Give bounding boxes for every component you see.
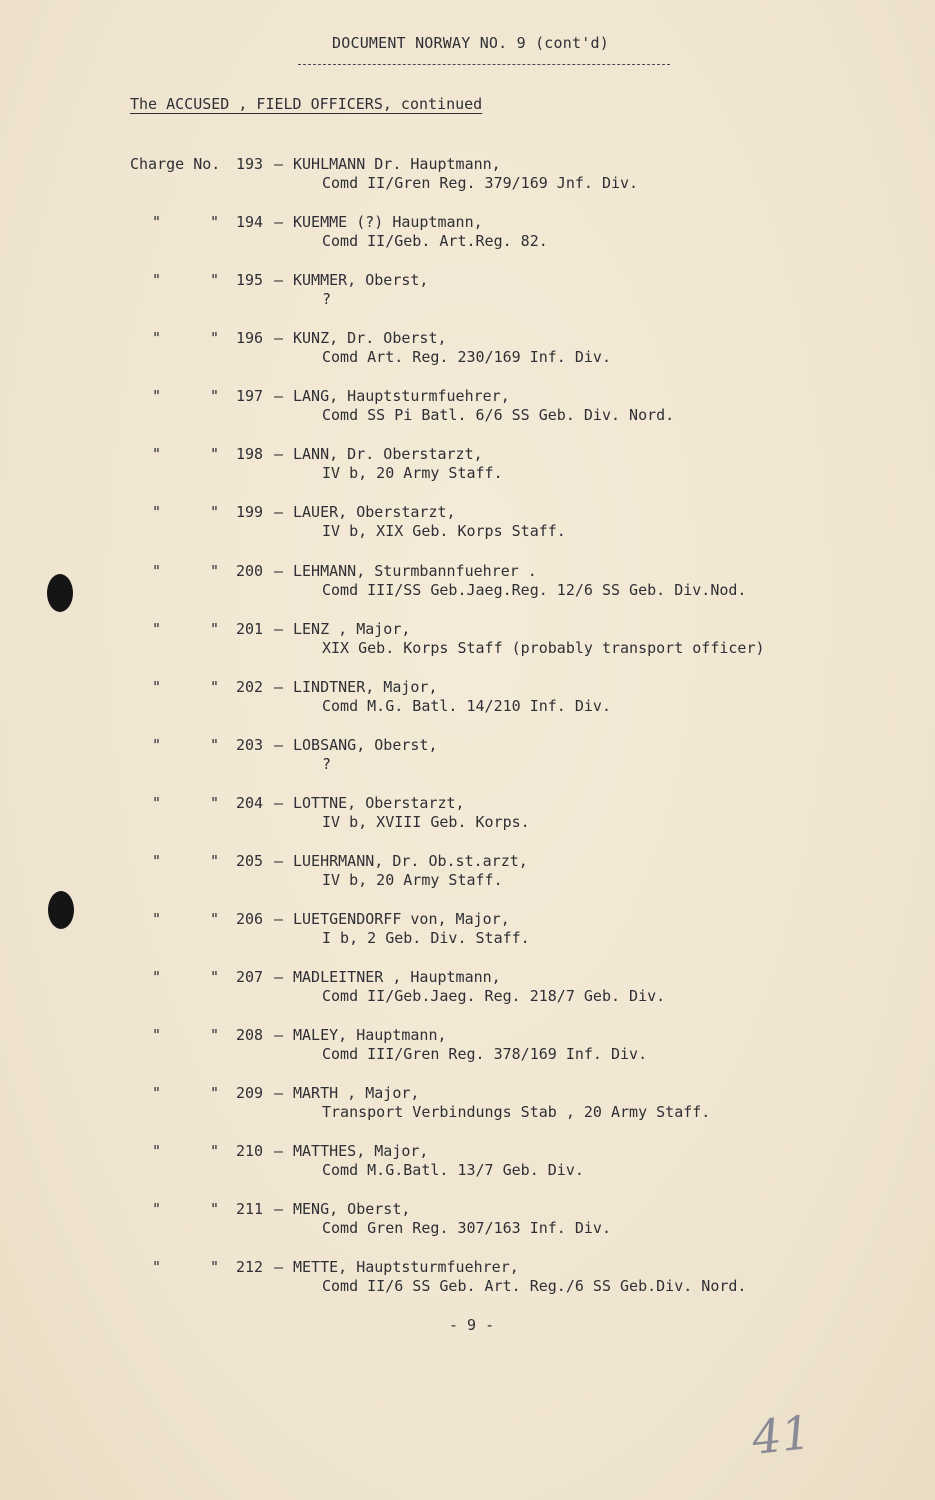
charge-number: 207	[236, 968, 264, 986]
charge-entry	[0, 271, 935, 315]
accused-name-rank: KUEMME (?) Hauptmann,	[293, 213, 483, 231]
ditto-mark: "	[152, 1026, 162, 1044]
punch-hole	[47, 574, 73, 612]
charge-number: 202	[236, 678, 264, 696]
ditto-mark: "	[210, 445, 220, 463]
ditto-mark: "	[152, 503, 162, 521]
charge-number: 210	[236, 1142, 264, 1160]
charge-number: 204	[236, 794, 264, 812]
charge-number: 199	[236, 503, 264, 521]
document-title: DOCUMENT NORWAY NO. 9 (cont'd)	[332, 34, 609, 52]
charge-entry	[0, 329, 935, 373]
accused-name-rank: LANG, Hauptsturmfuehrer,	[293, 387, 510, 405]
dash-separator: –	[274, 794, 284, 812]
accused-name-rank: LINDTNER, Major,	[293, 678, 438, 696]
charge-entry	[0, 620, 935, 664]
ditto-mark: "	[210, 736, 220, 754]
charge-entry	[0, 1026, 935, 1070]
dash-separator: –	[274, 736, 284, 754]
ditto-mark: "	[210, 620, 220, 638]
accused-unit: IV b, 20 Army Staff.	[322, 871, 503, 889]
accused-unit: Comd M.G.Batl. 13/7 Geb. Div.	[322, 1161, 584, 1179]
charge-entry	[0, 155, 935, 199]
ditto-mark: "	[152, 620, 162, 638]
charge-entry	[0, 678, 935, 722]
ditto-mark: "	[210, 503, 220, 521]
accused-name-rank: MATTHES, Major,	[293, 1142, 429, 1160]
ditto-mark: "	[152, 1200, 162, 1218]
punch-hole	[48, 891, 74, 929]
ditto-mark: "	[152, 1142, 162, 1160]
ditto-mark: "	[152, 852, 162, 870]
accused-name-rank: MARTH , Major,	[293, 1084, 420, 1102]
accused-name-rank: METTE, Hauptsturmfuehrer,	[293, 1258, 519, 1276]
charge-entry	[0, 852, 935, 896]
ditto-mark: "	[152, 329, 162, 347]
dash-separator: –	[274, 387, 284, 405]
accused-unit: Comd III/Gren Reg. 378/169 Inf. Div.	[322, 1045, 648, 1063]
ditto-mark: "	[152, 387, 162, 405]
ditto-mark: "	[152, 794, 162, 812]
accused-unit: IV b, 20 Army Staff.	[322, 464, 503, 482]
accused-unit: Comd II/Geb.Jaeg. Reg. 218/7 Geb. Div.	[322, 987, 666, 1005]
accused-name-rank: LOBSANG, Oberst,	[293, 736, 438, 754]
ditto-mark: "	[152, 910, 162, 928]
accused-unit: Comd Gren Reg. 307/163 Inf. Div.	[322, 1219, 611, 1237]
dash-separator: –	[274, 910, 284, 928]
charge-number: 208	[236, 1026, 264, 1044]
ditto-mark: "	[210, 852, 220, 870]
accused-unit: I b, 2 Geb. Div. Staff.	[322, 929, 530, 947]
ditto-mark: "	[152, 213, 162, 231]
charge-entry	[0, 736, 935, 780]
ditto-mark: "	[210, 329, 220, 347]
charge-number: 197	[236, 387, 264, 405]
ditto-mark: "	[210, 910, 220, 928]
accused-unit: Comd II/6 SS Geb. Art. Reg./6 SS Geb.Div. Nord.	[322, 1277, 747, 1295]
charge-number: 198	[236, 445, 264, 463]
charge-number: 205	[236, 852, 264, 870]
accused-unit: Comd Art. Reg. 230/169 Inf. Div.	[322, 348, 611, 366]
accused-unit: Comd II/Gren Reg. 379/169 Jnf. Div.	[322, 174, 639, 192]
charge-number: 196	[236, 329, 264, 347]
charge-entry	[0, 1258, 935, 1302]
dash-separator: –	[274, 678, 284, 696]
handwritten-page-number: 41	[749, 1405, 814, 1465]
charge-number: 212	[236, 1258, 264, 1276]
charge-entry	[0, 1200, 935, 1244]
charge-entry	[0, 503, 935, 547]
accused-name-rank: MENG, Oberst,	[293, 1200, 411, 1218]
accused-unit: XIX Geb. Korps Staff (probably transport officer)	[322, 639, 765, 657]
accused-unit: ?	[322, 755, 332, 773]
ditto-mark: "	[152, 678, 162, 696]
accused-name-rank: LENZ , Major,	[293, 620, 411, 638]
ditto-mark: "	[210, 271, 220, 289]
ditto-mark: "	[152, 1084, 162, 1102]
ditto-mark: "	[152, 736, 162, 754]
dash-separator: –	[274, 1200, 284, 1218]
charge-entry	[0, 213, 935, 257]
ditto-mark: "	[210, 213, 220, 231]
accused-name-rank: LOTTNE, Oberstarzt,	[293, 794, 465, 812]
charge-label: Charge No.	[130, 155, 221, 173]
accused-unit: IV b, XIX Geb. Korps Staff.	[322, 522, 566, 540]
ditto-mark: "	[210, 1026, 220, 1044]
ditto-mark: "	[152, 445, 162, 463]
charge-entry	[0, 1084, 935, 1128]
dash-separator: –	[274, 1084, 284, 1102]
charge-number: 201	[236, 620, 264, 638]
dash-separator: –	[274, 1026, 284, 1044]
ditto-mark: "	[210, 678, 220, 696]
dash-separator: –	[274, 1142, 284, 1160]
accused-name-rank: MALEY, Hauptmann,	[293, 1026, 447, 1044]
charge-number: 203	[236, 736, 264, 754]
charge-number: 211	[236, 1200, 264, 1218]
ditto-mark: "	[210, 968, 220, 986]
charge-entry	[0, 445, 935, 489]
dash-separator: –	[274, 329, 284, 347]
dash-separator: –	[274, 503, 284, 521]
page-number: - 9 -	[449, 1316, 495, 1334]
accused-name-rank: MADLEITNER , Hauptmann,	[293, 968, 501, 986]
charge-number: 194	[236, 213, 264, 231]
accused-name-rank: LAUER, Oberstarzt,	[293, 503, 456, 521]
ditto-mark: "	[152, 562, 162, 580]
accused-name-rank: LANN, Dr. Oberstarzt,	[293, 445, 483, 463]
charge-number: 195	[236, 271, 264, 289]
charge-number: 193	[236, 155, 264, 173]
ditto-mark: "	[210, 387, 220, 405]
ditto-mark: "	[152, 271, 162, 289]
charge-number: 206	[236, 910, 264, 928]
dash-separator: –	[274, 562, 284, 580]
section-heading: The ACCUSED , FIELD OFFICERS, continued	[130, 95, 483, 113]
ditto-mark: "	[210, 1200, 220, 1218]
charge-entry	[0, 1142, 935, 1186]
accused-name-rank: KUHLMANN Dr. Hauptmann,	[293, 155, 501, 173]
ditto-mark: "	[152, 968, 162, 986]
charge-entry	[0, 387, 935, 431]
dash-separator: –	[274, 445, 284, 463]
dash-separator: –	[274, 852, 284, 870]
accused-unit: IV b, XVIII Geb. Korps.	[322, 813, 530, 831]
charge-entry	[0, 910, 935, 954]
dash-separator: –	[274, 155, 284, 173]
accused-unit: Comd II/Geb. Art.Reg. 82.	[322, 232, 548, 250]
charge-entry	[0, 968, 935, 1012]
dash-separator: –	[274, 1258, 284, 1276]
accused-name-rank: KUMMER, Oberst,	[293, 271, 429, 289]
ditto-mark: "	[210, 1084, 220, 1102]
accused-name-rank: KUNZ, Dr. Oberst,	[293, 329, 447, 347]
accused-name-rank: LUEHRMANN, Dr. Ob.st.arzt,	[293, 852, 528, 870]
charge-number: 209	[236, 1084, 264, 1102]
charge-entry	[0, 794, 935, 838]
ditto-mark: "	[152, 1258, 162, 1276]
charge-number: 200	[236, 562, 264, 580]
dash-separator: –	[274, 213, 284, 231]
accused-unit: Transport Verbindungs Stab , 20 Army Staff.	[322, 1103, 711, 1121]
dash-separator: –	[274, 620, 284, 638]
accused-unit: ?	[322, 290, 332, 308]
ditto-mark: "	[210, 562, 220, 580]
ditto-mark: "	[210, 1258, 220, 1276]
accused-name-rank: LUETGENDORFF von, Major,	[293, 910, 510, 928]
accused-unit: Comd III/SS Geb.Jaeg.Reg. 12/6 SS Geb. Div.Nod.	[322, 581, 747, 599]
accused-unit: Comd M.G. Batl. 14/210 Inf. Div.	[322, 697, 611, 715]
accused-unit: Comd SS Pi Batl. 6/6 SS Geb. Div. Nord.	[322, 406, 675, 424]
dash-separator: –	[274, 271, 284, 289]
accused-name-rank: LEHMANN, Sturmbannfuehrer .	[293, 562, 537, 580]
ditto-mark: "	[210, 794, 220, 812]
ditto-mark: "	[210, 1142, 220, 1160]
dash-separator: –	[274, 968, 284, 986]
charge-entry	[0, 562, 935, 606]
